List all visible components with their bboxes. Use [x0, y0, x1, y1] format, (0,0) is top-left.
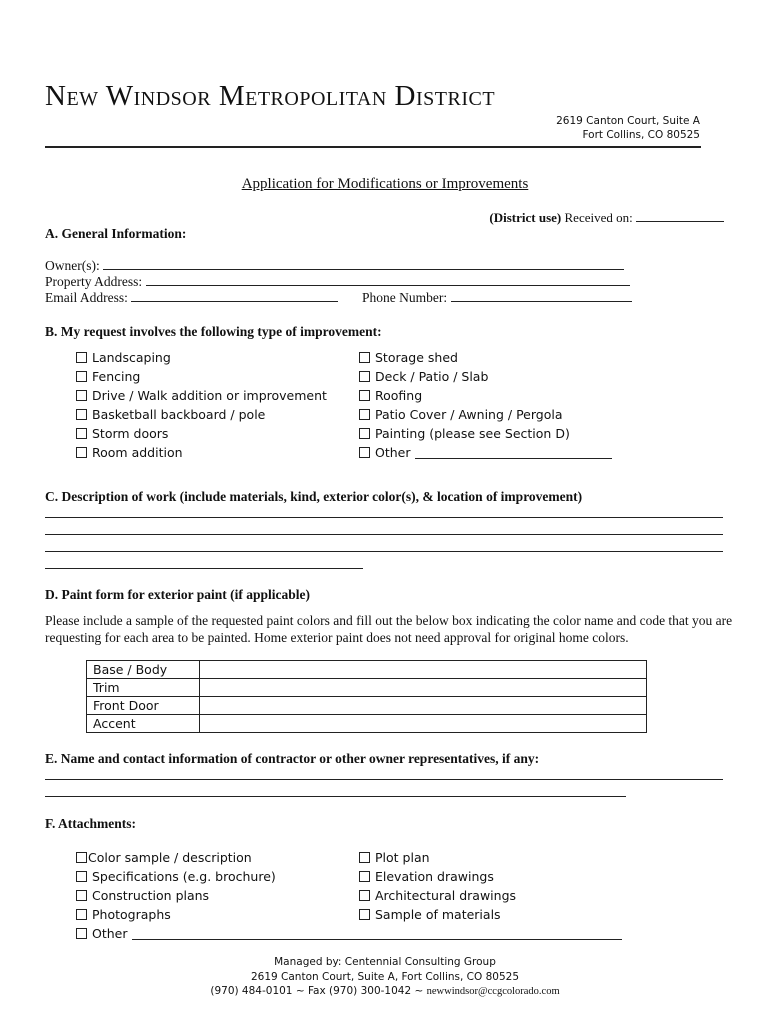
checkbox[interactable]: [76, 428, 87, 439]
attachment-elevation-drawings[interactable]: [359, 869, 494, 884]
checkbox[interactable]: [76, 371, 87, 382]
owners-label: Owner(s):: [45, 258, 100, 273]
checkbox[interactable]: [359, 871, 370, 882]
option-label: Plot plan: [375, 850, 430, 865]
other-attachment-field[interactable]: [132, 928, 622, 940]
checkbox[interactable]: [359, 890, 370, 901]
option-roofing[interactable]: [359, 388, 422, 403]
option-label: Storage shed: [375, 350, 458, 365]
form-title: Application for Modifications or Improvements: [241, 176, 529, 192]
district-address-line1: 2619 Canton Court, Suite A: [556, 115, 700, 127]
option-label: Roofing: [375, 388, 423, 403]
checkbox[interactable]: [76, 890, 87, 901]
checkbox[interactable]: [359, 390, 370, 401]
district-name: New Windsor Metropolitan District: [45, 80, 496, 112]
option-label: Sample of materials: [375, 907, 501, 922]
checkbox[interactable]: [359, 428, 370, 439]
option-other[interactable]: [359, 445, 612, 460]
phone-label: Phone Number:: [362, 290, 448, 305]
received-on-label: Received on:: [564, 210, 633, 225]
footer-email[interactable]: newwindsor@ccgcolorado.com: [426, 986, 560, 997]
option-label: Deck / Patio / Slab: [375, 369, 489, 384]
phone-field[interactable]: [451, 290, 632, 302]
option-label: Fencing: [92, 369, 141, 384]
table-row: [87, 679, 647, 697]
checkbox[interactable]: [76, 909, 87, 920]
option-painting[interactable]: [359, 426, 570, 441]
description-line-1[interactable]: [45, 517, 723, 518]
paint-area-label: Accent: [87, 715, 200, 733]
option-fencing[interactable]: [76, 369, 140, 384]
option-label: Architectural drawings: [375, 888, 517, 903]
option-landscaping[interactable]: [76, 350, 171, 365]
checkbox[interactable]: [76, 852, 87, 863]
paint-color-field[interactable]: [200, 679, 647, 697]
option-label: Construction plans: [92, 888, 210, 903]
district-address-line2: Fort Collins, CO 80525: [582, 129, 700, 141]
table-row: [87, 715, 647, 733]
option-label: Patio Cover / Awning / Pergola: [375, 407, 563, 422]
section-f-heading: F. Attachments:: [45, 816, 136, 831]
attachment-architectural-drawings[interactable]: [359, 888, 516, 903]
option-label: Painting (please see Section D): [375, 426, 570, 441]
header-divider: [45, 146, 701, 148]
option-label: Elevation drawings: [375, 869, 494, 884]
option-storm-doors[interactable]: [76, 426, 168, 441]
attachment-construction-plans[interactable]: [76, 888, 209, 903]
description-line-4[interactable]: [45, 568, 363, 569]
footer-phone-fax: (970) 484-0101 ~ Fax (970) 300-1042 ~: [210, 985, 427, 997]
other-improvement-field[interactable]: [415, 447, 612, 459]
received-on-field[interactable]: [636, 210, 724, 222]
option-label: Other: [92, 926, 128, 941]
section-c-heading: C. Description of work (include materials, kind, exterior color(s), & location of improvement): [45, 489, 583, 504]
attachment-photographs[interactable]: [76, 907, 171, 922]
description-line-3[interactable]: [45, 551, 723, 552]
contractor-line-1[interactable]: [45, 779, 723, 780]
attachment-other[interactable]: [76, 926, 622, 941]
option-storage-shed[interactable]: [359, 350, 458, 365]
checkbox[interactable]: [359, 409, 370, 420]
footer-managed-by: Managed by: Centennial Consulting Group: [274, 956, 496, 968]
table-row: [87, 697, 647, 715]
checkbox[interactable]: [359, 371, 370, 382]
option-label: Storm doors: [92, 426, 169, 441]
paint-color-field[interactable]: [200, 697, 647, 715]
paint-color-field[interactable]: [200, 715, 647, 733]
paint-area-label: Trim: [87, 679, 200, 697]
attachment-color-sample[interactable]: [76, 850, 252, 865]
email-label: Email Address:: [45, 290, 128, 305]
footer-address: 2619 Canton Court, Suite A, Fort Collins, CO 80525: [250, 971, 520, 983]
paint-area-label: Base / Body: [87, 661, 200, 679]
attachment-sample-materials[interactable]: [359, 907, 501, 922]
checkbox[interactable]: [76, 409, 87, 420]
property-address-label: Property Address:: [45, 274, 143, 289]
section-d-heading: D. Paint form for exterior paint (if applicable): [45, 587, 310, 602]
property-address-field[interactable]: [146, 274, 630, 286]
email-field[interactable]: [131, 290, 338, 302]
option-label: Other: [375, 445, 411, 460]
description-line-2[interactable]: [45, 534, 723, 535]
checkbox[interactable]: [76, 390, 87, 401]
checkbox[interactable]: [76, 352, 87, 363]
attachment-specifications[interactable]: [76, 869, 276, 884]
option-drive-walk[interactable]: [76, 388, 327, 403]
checkbox[interactable]: [76, 871, 87, 882]
checkbox[interactable]: [359, 909, 370, 920]
option-basketball[interactable]: [76, 407, 265, 422]
owners-field[interactable]: [103, 258, 624, 270]
checkbox[interactable]: [76, 928, 87, 939]
section-e-heading: E. Name and contact information of contractor or other owner representatives, if any:: [45, 751, 540, 766]
option-label: Color sample / description: [88, 850, 252, 865]
option-deck-patio[interactable]: [359, 369, 488, 384]
option-label: Basketball backboard / pole: [92, 407, 266, 422]
district-use-label: (District use): [489, 210, 562, 225]
option-label: Photographs: [92, 907, 171, 922]
footer-contact: [0, 984, 770, 999]
paint-color-table: [86, 660, 647, 733]
paint-instructions: Please include a sample of the requested paint colors and fill out the below box indicating the color name and code that you are requesting for each area to be painted. Home exterior paint does not need approval for original home colors.: [45, 613, 733, 645]
checkbox[interactable]: [76, 447, 87, 458]
paint-area-label: Front Door: [87, 697, 200, 715]
checkbox[interactable]: [359, 852, 370, 863]
email-row: [45, 290, 338, 306]
property-address-row: [45, 274, 630, 290]
checkbox[interactable]: [359, 447, 370, 458]
section-b-heading: B. My request involves the following type of improvement:: [45, 324, 382, 339]
option-label: Drive / Walk addition or improvement: [92, 388, 327, 403]
phone-row: [362, 290, 632, 306]
option-patio-cover[interactable]: [359, 407, 563, 422]
section-a-heading: A. General Information:: [45, 226, 187, 241]
paint-color-field[interactable]: [200, 661, 647, 679]
checkbox[interactable]: [359, 352, 370, 363]
table-row: [87, 661, 647, 679]
owners-row: [45, 258, 624, 274]
district-use-received: [489, 210, 724, 226]
option-label: Landscaping: [92, 350, 171, 365]
contractor-line-2[interactable]: [45, 796, 626, 797]
option-room-addition[interactable]: [76, 445, 183, 460]
attachment-plot-plan[interactable]: [359, 850, 430, 865]
option-label: Specifications (e.g. brochure): [92, 869, 276, 884]
option-label: Room addition: [92, 445, 183, 460]
